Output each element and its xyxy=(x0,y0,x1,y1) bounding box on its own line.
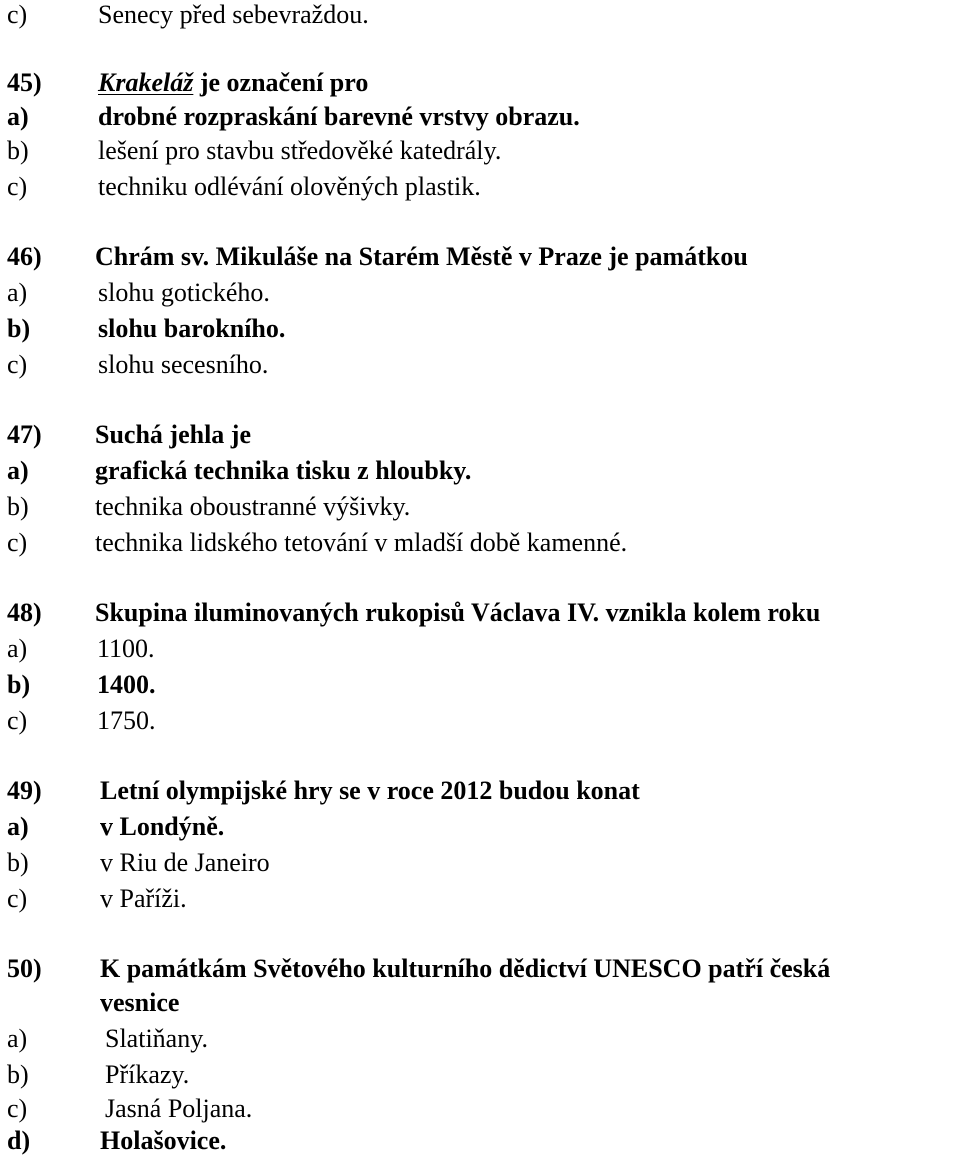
question-stem-rest: je označení pro xyxy=(193,68,369,97)
question-number: 49) xyxy=(7,776,42,805)
option-label: b) xyxy=(7,314,31,343)
option-text: grafická technika tisku z hloubky. xyxy=(95,456,472,485)
option-label: a) xyxy=(7,278,28,307)
option-text: Slatiňany. xyxy=(105,1024,209,1053)
option-label: c) xyxy=(7,884,28,913)
option-text: lešení pro stavbu středověké katedrály. xyxy=(98,136,502,165)
option-text: Senecy před sebevraždou. xyxy=(98,0,369,29)
option-text: 1100. xyxy=(97,634,155,663)
option-label: c) xyxy=(7,0,28,29)
option-label: b) xyxy=(7,136,29,165)
option-label: b) xyxy=(7,492,29,521)
option-label: a) xyxy=(7,1024,28,1053)
option-text: slohu secesního. xyxy=(98,350,269,379)
question-stem: Chrám sv. Mikuláše na Starém Městě v Praze je památkou xyxy=(95,242,748,271)
option-label: d) xyxy=(7,1126,31,1155)
question-number: 50) xyxy=(7,954,42,983)
option-label: c) xyxy=(7,706,28,735)
option-text: 1750. xyxy=(97,706,156,735)
option-text: slohu gotického. xyxy=(98,278,270,307)
option-label: a) xyxy=(7,102,29,131)
option-label: a) xyxy=(7,812,29,841)
question-number: 45) xyxy=(7,68,42,97)
option-label: c) xyxy=(7,528,28,557)
option-label: b) xyxy=(7,1060,29,1089)
question-stem: K památkám Světového kulturního dědictví UNESCO patří česká xyxy=(100,954,831,983)
option-text: v Londýně. xyxy=(100,812,225,841)
option-text: technika oboustranné výšivky. xyxy=(95,492,411,521)
option-label: c) xyxy=(7,350,28,379)
option-text: Holašovice. xyxy=(100,1126,227,1155)
option-label: c) xyxy=(7,1094,28,1123)
question-stem xyxy=(98,66,368,100)
option-label: b) xyxy=(7,848,29,877)
question-stem: Letní olympijské hry se v roce 2012 budou konat xyxy=(100,776,640,805)
option-label: c) xyxy=(7,172,28,201)
option-label: b) xyxy=(7,670,31,699)
question-number: 47) xyxy=(7,420,42,449)
option-text: techniku odlévání olověných plastik. xyxy=(98,172,481,201)
question-number: 48) xyxy=(7,598,42,627)
option-text: slohu barokního. xyxy=(98,314,286,343)
option-text: technika lidského tetování v mladší době kamenné. xyxy=(95,528,628,557)
option-label: a) xyxy=(7,634,28,663)
question-stem: Skupina iluminovaných rukopisů Václava IV. vznikla kolem roku xyxy=(95,598,821,627)
option-label: a) xyxy=(7,456,29,485)
option-text: Jasná Poljana. xyxy=(105,1094,253,1123)
option-text: v Paříži. xyxy=(100,884,187,913)
option-text: v Riu de Janeiro xyxy=(100,848,270,877)
question-stem: Suchá jehla je xyxy=(95,420,251,449)
option-text: 1400. xyxy=(97,670,156,699)
option-text: drobné rozpraskání barevné vrstvy obrazu. xyxy=(98,102,580,131)
question-number: 46) xyxy=(7,242,42,271)
question-term: Krakeláž xyxy=(98,68,194,97)
option-text: Příkazy. xyxy=(105,1060,190,1089)
question-stem-cont: vesnice xyxy=(100,988,180,1017)
